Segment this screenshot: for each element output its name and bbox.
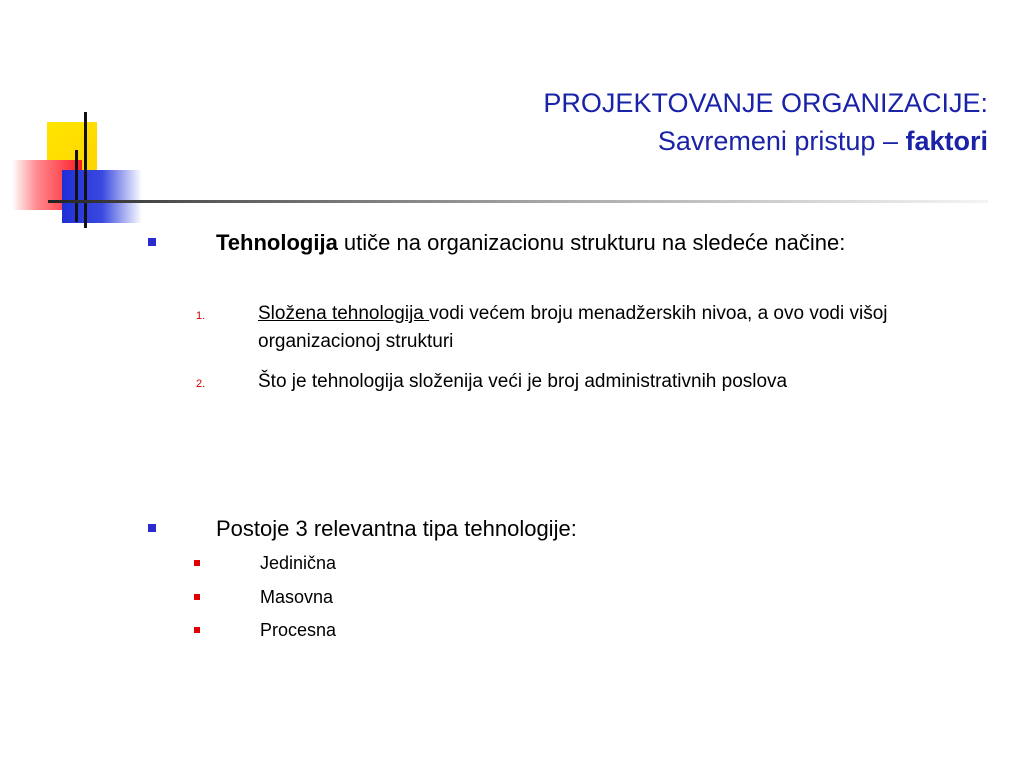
slide-title: [543, 84, 988, 160]
bullet-square-icon: [148, 524, 156, 532]
title-line-2-text: Savremeni pristup –: [657, 126, 906, 156]
bullet-bold: Tehnologija: [216, 230, 338, 255]
numbered-text: [258, 368, 988, 396]
title-divider: [48, 200, 988, 203]
item-body: vodi većem broju menadžerskih nivoa, a ovo vodi višoj organizacionoj strukturi: [258, 303, 888, 352]
title-line-2-bold: faktori: [905, 126, 988, 156]
title-line-1: PROJEKTOVANJE ORGANIZACIJE:: [543, 88, 988, 118]
bullet-body: utiče na organizacionu strukturu na sledeće načine:: [337, 230, 846, 255]
title-line-2: [543, 122, 988, 160]
item-number: 2.: [196, 378, 206, 390]
red-bullet-icon: [194, 627, 200, 633]
decorative-logo: [0, 0, 150, 240]
red-bullet-icon: [194, 594, 200, 600]
sub-bullet-text: Procesna: [260, 620, 337, 640]
numbered-text: [258, 300, 988, 356]
vertical-line: [75, 150, 78, 222]
bullet-text: Postoje 3 relevantna tipa tehnologije:: [216, 516, 577, 541]
sub-bullet-text: Jedinična: [260, 553, 337, 573]
blue-square: [62, 170, 142, 223]
red-bullet-icon: [194, 560, 200, 566]
item-body: Što je tehnologija složenija veći je broj administrativnih poslova: [258, 371, 788, 392]
sub-bullet-text: Masovna: [260, 587, 334, 607]
vertical-line: [84, 112, 87, 228]
bullet-square-icon: [148, 238, 156, 246]
underlined-text: Složena tehnologija: [258, 303, 430, 324]
bullet-text: [216, 228, 976, 258]
item-number: 1.: [196, 310, 206, 322]
